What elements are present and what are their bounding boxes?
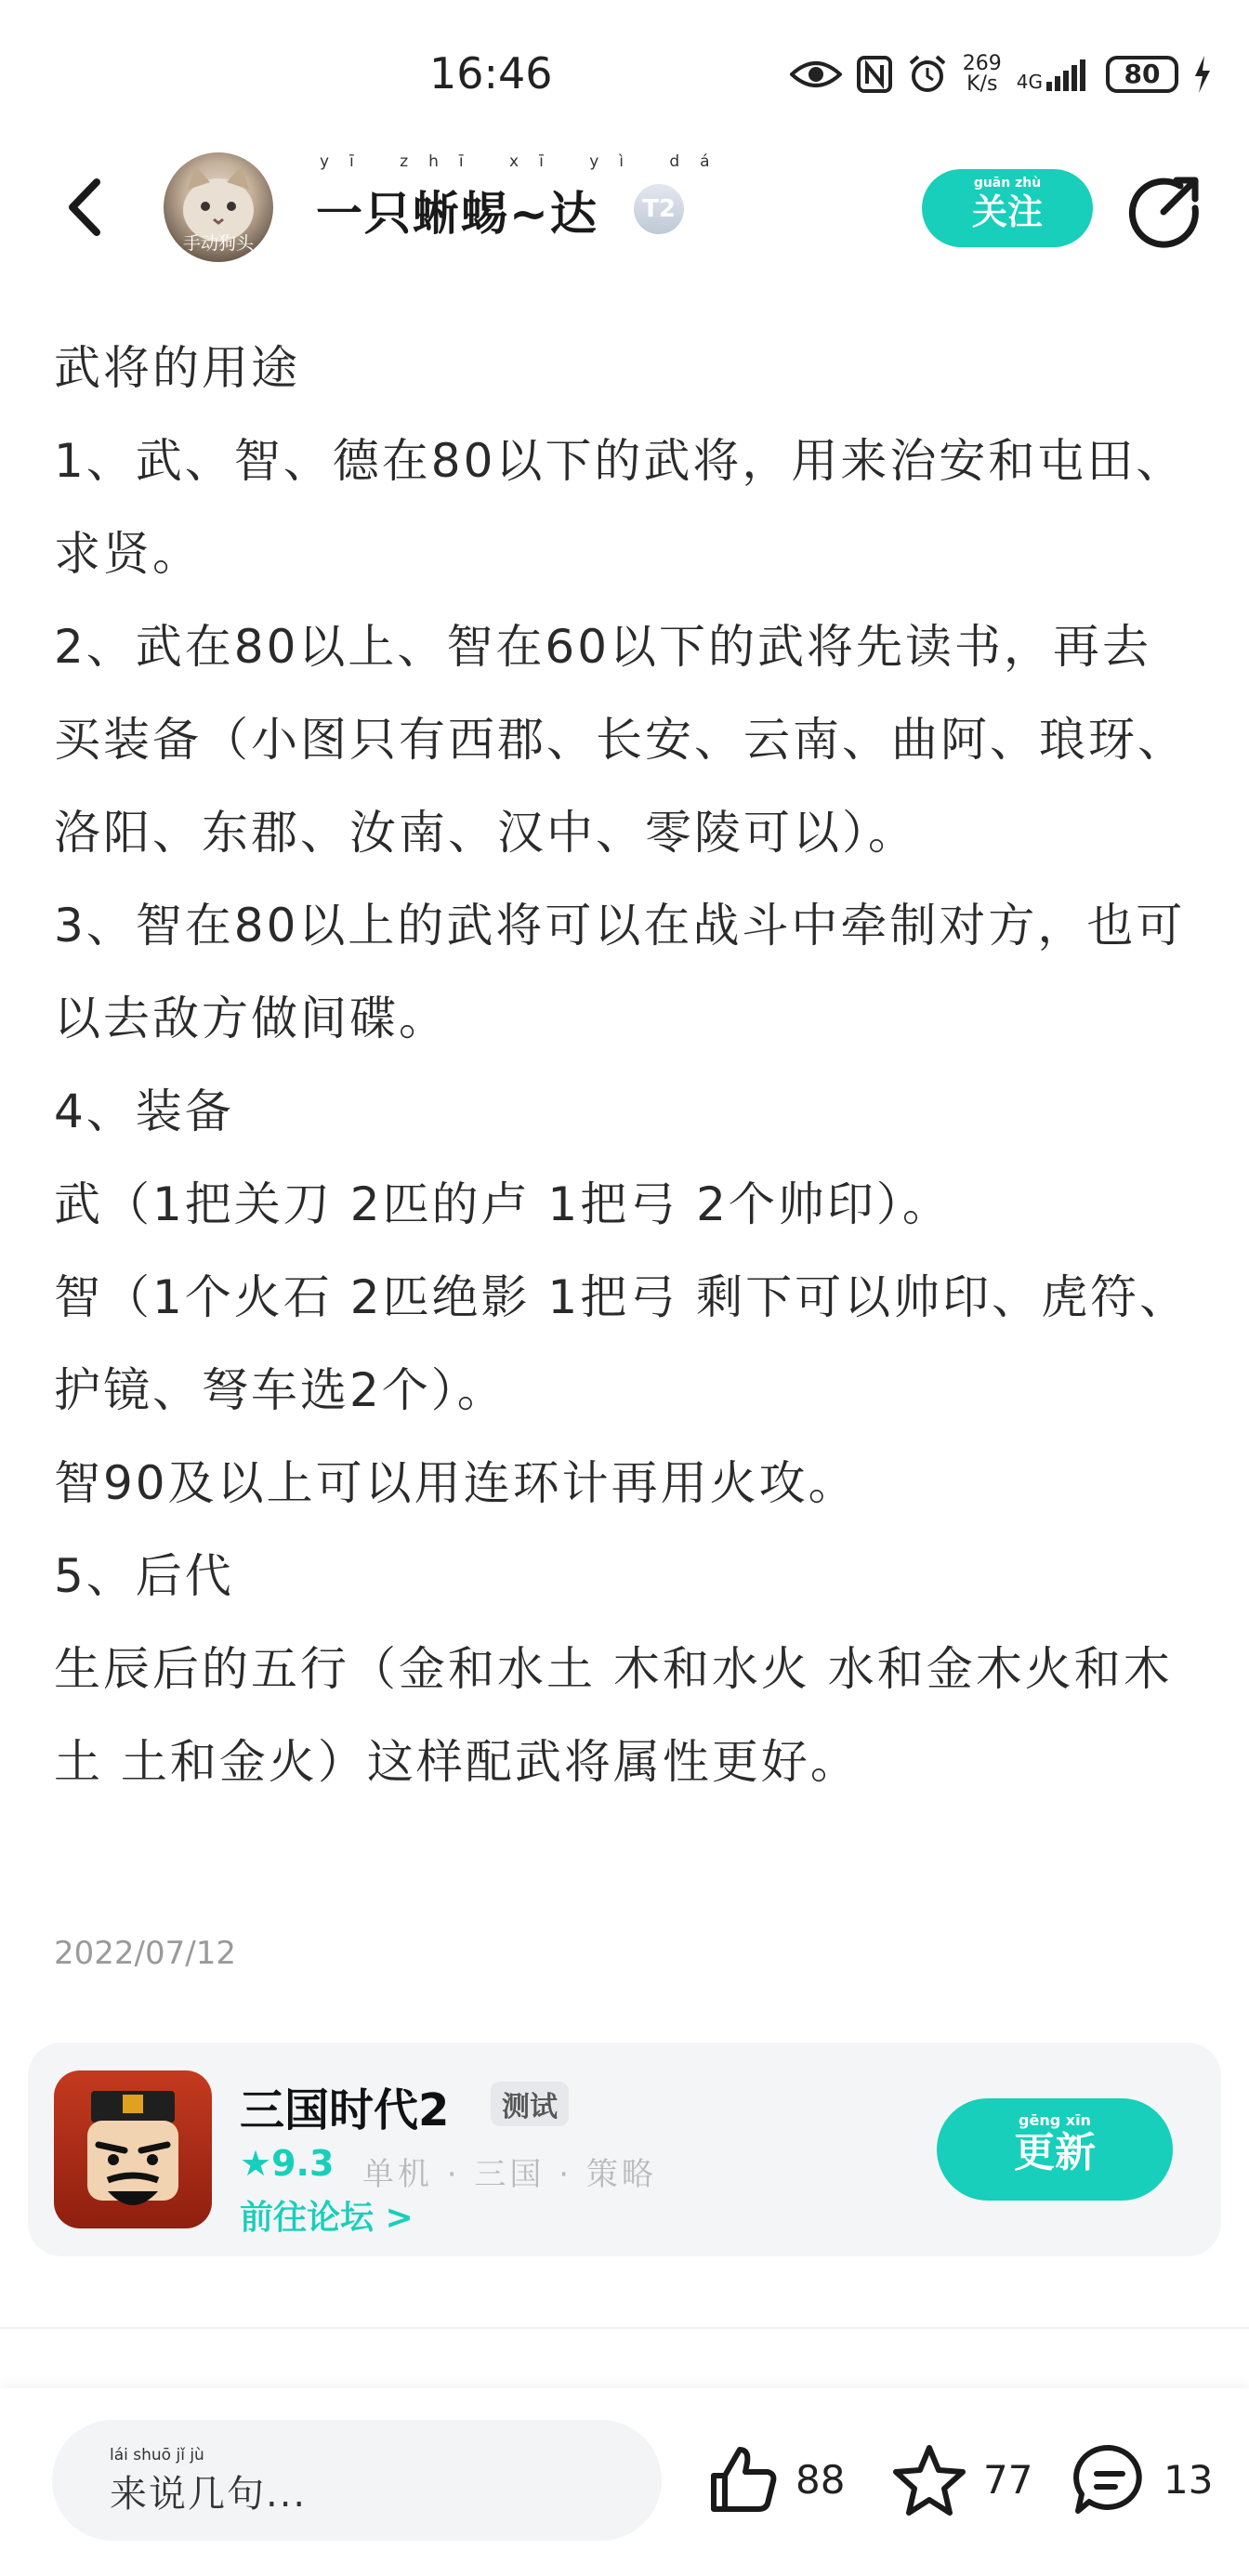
comment-pinyin: lái shuō jǐ jù bbox=[110, 2446, 204, 2464]
battery-indicator: 80 bbox=[1106, 56, 1178, 93]
article-heading: 武将的用途 bbox=[54, 341, 300, 395]
avatar-caption: 手动狗头 bbox=[182, 233, 254, 254]
comment-count: 13 bbox=[1164, 2456, 1214, 2503]
comments-button[interactable] bbox=[1072, 2440, 1213, 2518]
article-paragraph: 智（1个火石 2匹绝影 1把弓 剩下可以帅印、虎符、护镜、弩车选2个）。 bbox=[54, 1270, 1190, 1417]
level-badge: T2 bbox=[634, 184, 684, 234]
favorite-button[interactable] bbox=[892, 2440, 1032, 2518]
post-date: 2022/07/12 bbox=[54, 1935, 236, 1972]
article-paragraph: 3、智在80以上的武将可以在战斗中牵制对方，也可以去敌方做间碟。 bbox=[54, 899, 1186, 1045]
article-paragraph: 智90及以上可以用连环计再用火攻。 bbox=[54, 1456, 858, 1510]
update-pinyin: gēng xīn bbox=[1019, 2111, 1091, 2129]
follow-button[interactable] bbox=[922, 169, 1093, 247]
star-icon bbox=[892, 2442, 966, 2517]
article-paragraph: 武（1把关刀 2匹的卢 1把弓 2个帅印）。 bbox=[54, 1177, 952, 1231]
app-card[interactable] bbox=[28, 2043, 1221, 2256]
share-icon bbox=[1126, 171, 1204, 249]
update-button[interactable] bbox=[937, 2098, 1173, 2201]
favorite-count: 77 bbox=[983, 2456, 1033, 2503]
article-paragraph: 生辰后的五行（金和水土 木和水火 水和金木火和木土 土和金火）这样配武将属性更好。 bbox=[54, 1642, 1173, 1789]
post-header bbox=[0, 149, 1249, 269]
net-speed bbox=[963, 54, 1002, 95]
alarm-icon bbox=[907, 54, 948, 95]
nfc-icon bbox=[857, 56, 892, 93]
like-button[interactable] bbox=[708, 2440, 845, 2518]
app-name[interactable]: 三国时代2 bbox=[240, 2084, 450, 2136]
comment-input[interactable] bbox=[52, 2420, 662, 2541]
network-type: 4G bbox=[1016, 71, 1043, 93]
username[interactable]: 一只蜥蜴~达 bbox=[316, 187, 598, 241]
net-speed-unit: K/s bbox=[966, 72, 998, 96]
article-body bbox=[54, 322, 1197, 1808]
article-paragraph: 1、武、智、德在80以下的武将，用来治安和屯田、求贤。 bbox=[54, 434, 1186, 581]
update-label: 更新 bbox=[1014, 2129, 1096, 2176]
article-paragraph: 5、后代 bbox=[54, 1549, 234, 1603]
forum-link[interactable]: 前往论坛 > bbox=[240, 2199, 414, 2237]
like-count: 88 bbox=[795, 2456, 846, 2503]
back-button[interactable] bbox=[59, 175, 112, 240]
username-pinyin: yī zhī xī yì dá bbox=[320, 152, 730, 171]
comment-placeholder: 来说几句... bbox=[110, 2473, 308, 2516]
thumbs-up-icon bbox=[708, 2444, 779, 2515]
general-face-icon bbox=[54, 2070, 212, 2228]
bottom-bar bbox=[0, 2388, 1249, 2576]
signal-icon bbox=[1017, 58, 1091, 91]
share-button[interactable] bbox=[1126, 171, 1204, 249]
app-icon[interactable] bbox=[54, 2070, 212, 2228]
status-time: 16:46 bbox=[429, 48, 553, 99]
app-genre: 单机 · 三国 · 策略 bbox=[362, 2156, 657, 2193]
status-bar bbox=[0, 0, 1249, 149]
article-paragraph: 2、武在80以上、智在60以下的武将先读书，再去买装备（小图只有西郡、长安、云南、曲阿、琅玡、洛阳、东郡、汝南、汉中、零陵可以）。 bbox=[54, 620, 1187, 860]
test-tag: 测试 bbox=[491, 2082, 569, 2126]
eye-icon bbox=[790, 58, 842, 91]
divider bbox=[0, 2327, 1249, 2329]
charging-icon bbox=[1193, 56, 1212, 93]
article-paragraph: 4、装备 bbox=[54, 1084, 234, 1138]
follow-pinyin: guān zhù bbox=[973, 176, 1042, 191]
chevron-left-icon bbox=[59, 175, 112, 240]
avatar[interactable] bbox=[164, 152, 273, 262]
app-rating: ★9.3 bbox=[240, 2143, 335, 2184]
net-speed-value: 269 bbox=[962, 52, 1002, 75]
comment-bubble-icon bbox=[1072, 2442, 1147, 2517]
follow-label: 关注 bbox=[971, 191, 1043, 232]
